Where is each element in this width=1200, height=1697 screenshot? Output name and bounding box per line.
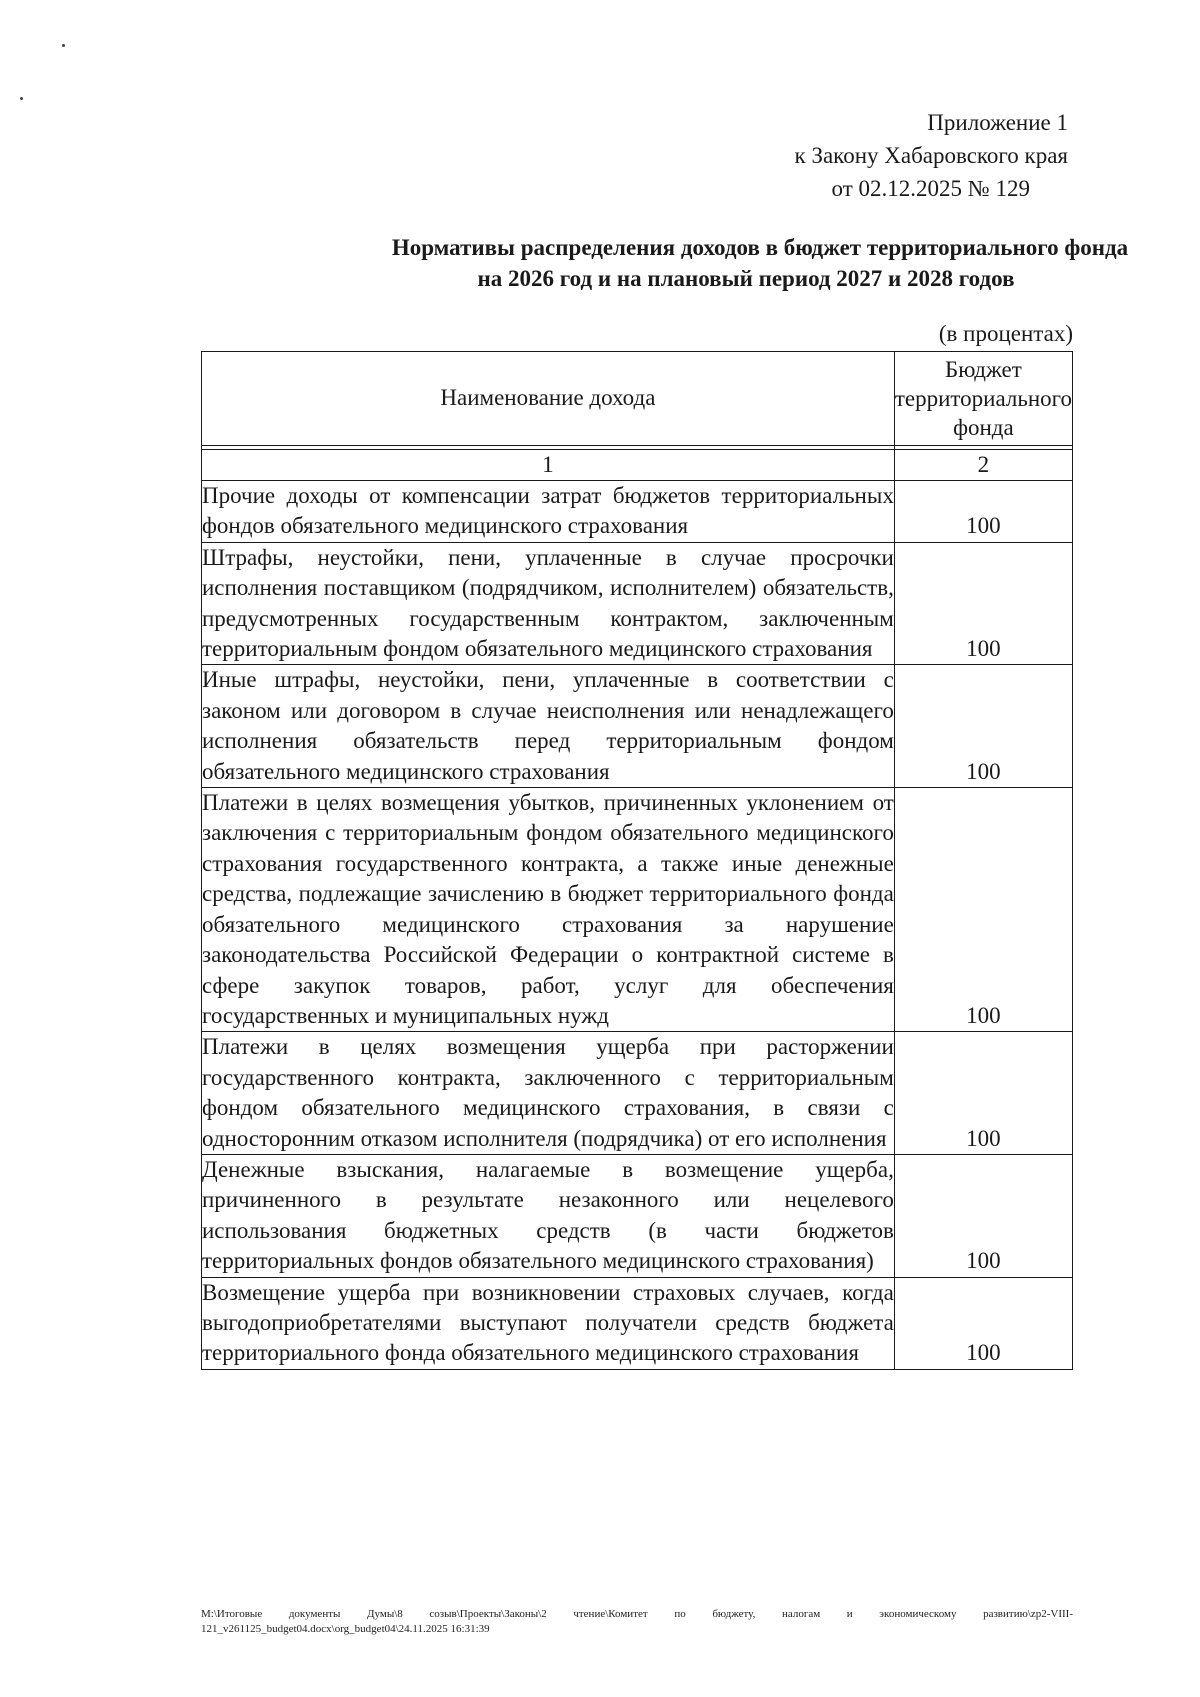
norm-value: 100 (894, 542, 1072, 665)
appendix-law: к Закону Хабаровского края (794, 143, 1068, 168)
norm-value: 100 (894, 665, 1072, 788)
income-name: Штрафы, неустойки, пени, уплаченные в случае просрочки исполнения поставщиком (подрядчиком, исполнителем) обязательств, предусмотренных государственным контрактом, заключенным территориальным фондом обязательного медицинского страхования (202, 542, 895, 665)
table-row (202, 1277, 1073, 1369)
income-name: Платежи в целях возмещения ущерба при расторжении государственного контракта, заключенного с территориальным фондом обязательного медицинского страхования, в связи с односторонним отказом исполнителя (подрядчика) от его исполнения (202, 1032, 895, 1155)
table-row (202, 542, 1073, 665)
norm-value: 100 (894, 1154, 1072, 1277)
norm-value: 100 (894, 481, 1072, 543)
norm-value: 100 (894, 1032, 1072, 1155)
table-row (202, 788, 1073, 1032)
scan-speck (62, 44, 65, 47)
appendix-reference (795, 106, 1068, 205)
header-income-name: Наименование дохода (202, 352, 895, 446)
income-name: Иные штрафы, неустойки, пени, уплаченные в соответствии с законом или договором в случае неисполнения или ненадлежащего исполнения обязательств перед территориальным фондом обязательного медицинского страхования (202, 665, 895, 788)
title-line-2: на 2026 год и на плановый период 2027 и 2028 годов (477, 266, 1015, 291)
scan-speck (20, 97, 23, 100)
table-header-row (202, 352, 1073, 446)
norms-table (201, 351, 1073, 1370)
column-number-1: 1 (202, 450, 895, 481)
column-number-row (202, 450, 1073, 481)
table-row (202, 1154, 1073, 1277)
table-row (202, 665, 1073, 788)
header-fund-budget: Бюджет территориального фонда (894, 352, 1072, 446)
norm-value: 100 (894, 1277, 1072, 1369)
income-name: Возмещение ущерба при возникновении страховых случаев, когда выгодоприобретателями выступают получатели средств бюджета территориального фонда обязательного медицинского страхования (202, 1277, 895, 1369)
document-title (200, 232, 1200, 294)
table-row (202, 1032, 1073, 1155)
table-row (202, 481, 1073, 543)
income-name: Денежные взыскания, налагаемые в возмещение ущерба, причиненного в результате незаконного или нецелевого использования бюджетных средств (в части бюджетов территориальных фондов обязательного медицинского страхования) (202, 1154, 895, 1277)
appendix-number: Приложение 1 (927, 110, 1068, 135)
appendix-date-number: от 02.12.2025 № 129 (831, 176, 1030, 201)
title-line-1: Нормативы распределения доходов в бюджет территориального фонда (391, 235, 1129, 260)
unit-note: (в процентах) (938, 321, 1073, 346)
column-number-2: 2 (894, 450, 1072, 481)
norm-value: 100 (894, 788, 1072, 1032)
income-name: Прочие доходы от компенсации затрат бюджетов территориальных фондов обязательного медицинского страхования (202, 481, 895, 543)
file-path-footer: M:\Итоговые документы Думы\8 созыв\Проекты\Законы\2 чтение\Комитет по бюджету, налогам и экономическому развитию\zp2-VIII-121_v261125_budget04.docx\org_budget04\24.11.2025 16:31:39 (201, 1608, 1073, 1635)
income-name: Платежи в целях возмещения убытков, причиненных уклонением от заключения с территориальным фондом обязательного медицинского страхования государственного контракта, а также иные денежные средства, подлежащие зачислению в бюджет территориального фонда обязательного медицинского страхования за нарушение законодательства Российской Федерации о контрактной системе в сфере закупок товаров, работ, услуг для обеспечения государственных и муниципальных нужд (202, 788, 895, 1032)
